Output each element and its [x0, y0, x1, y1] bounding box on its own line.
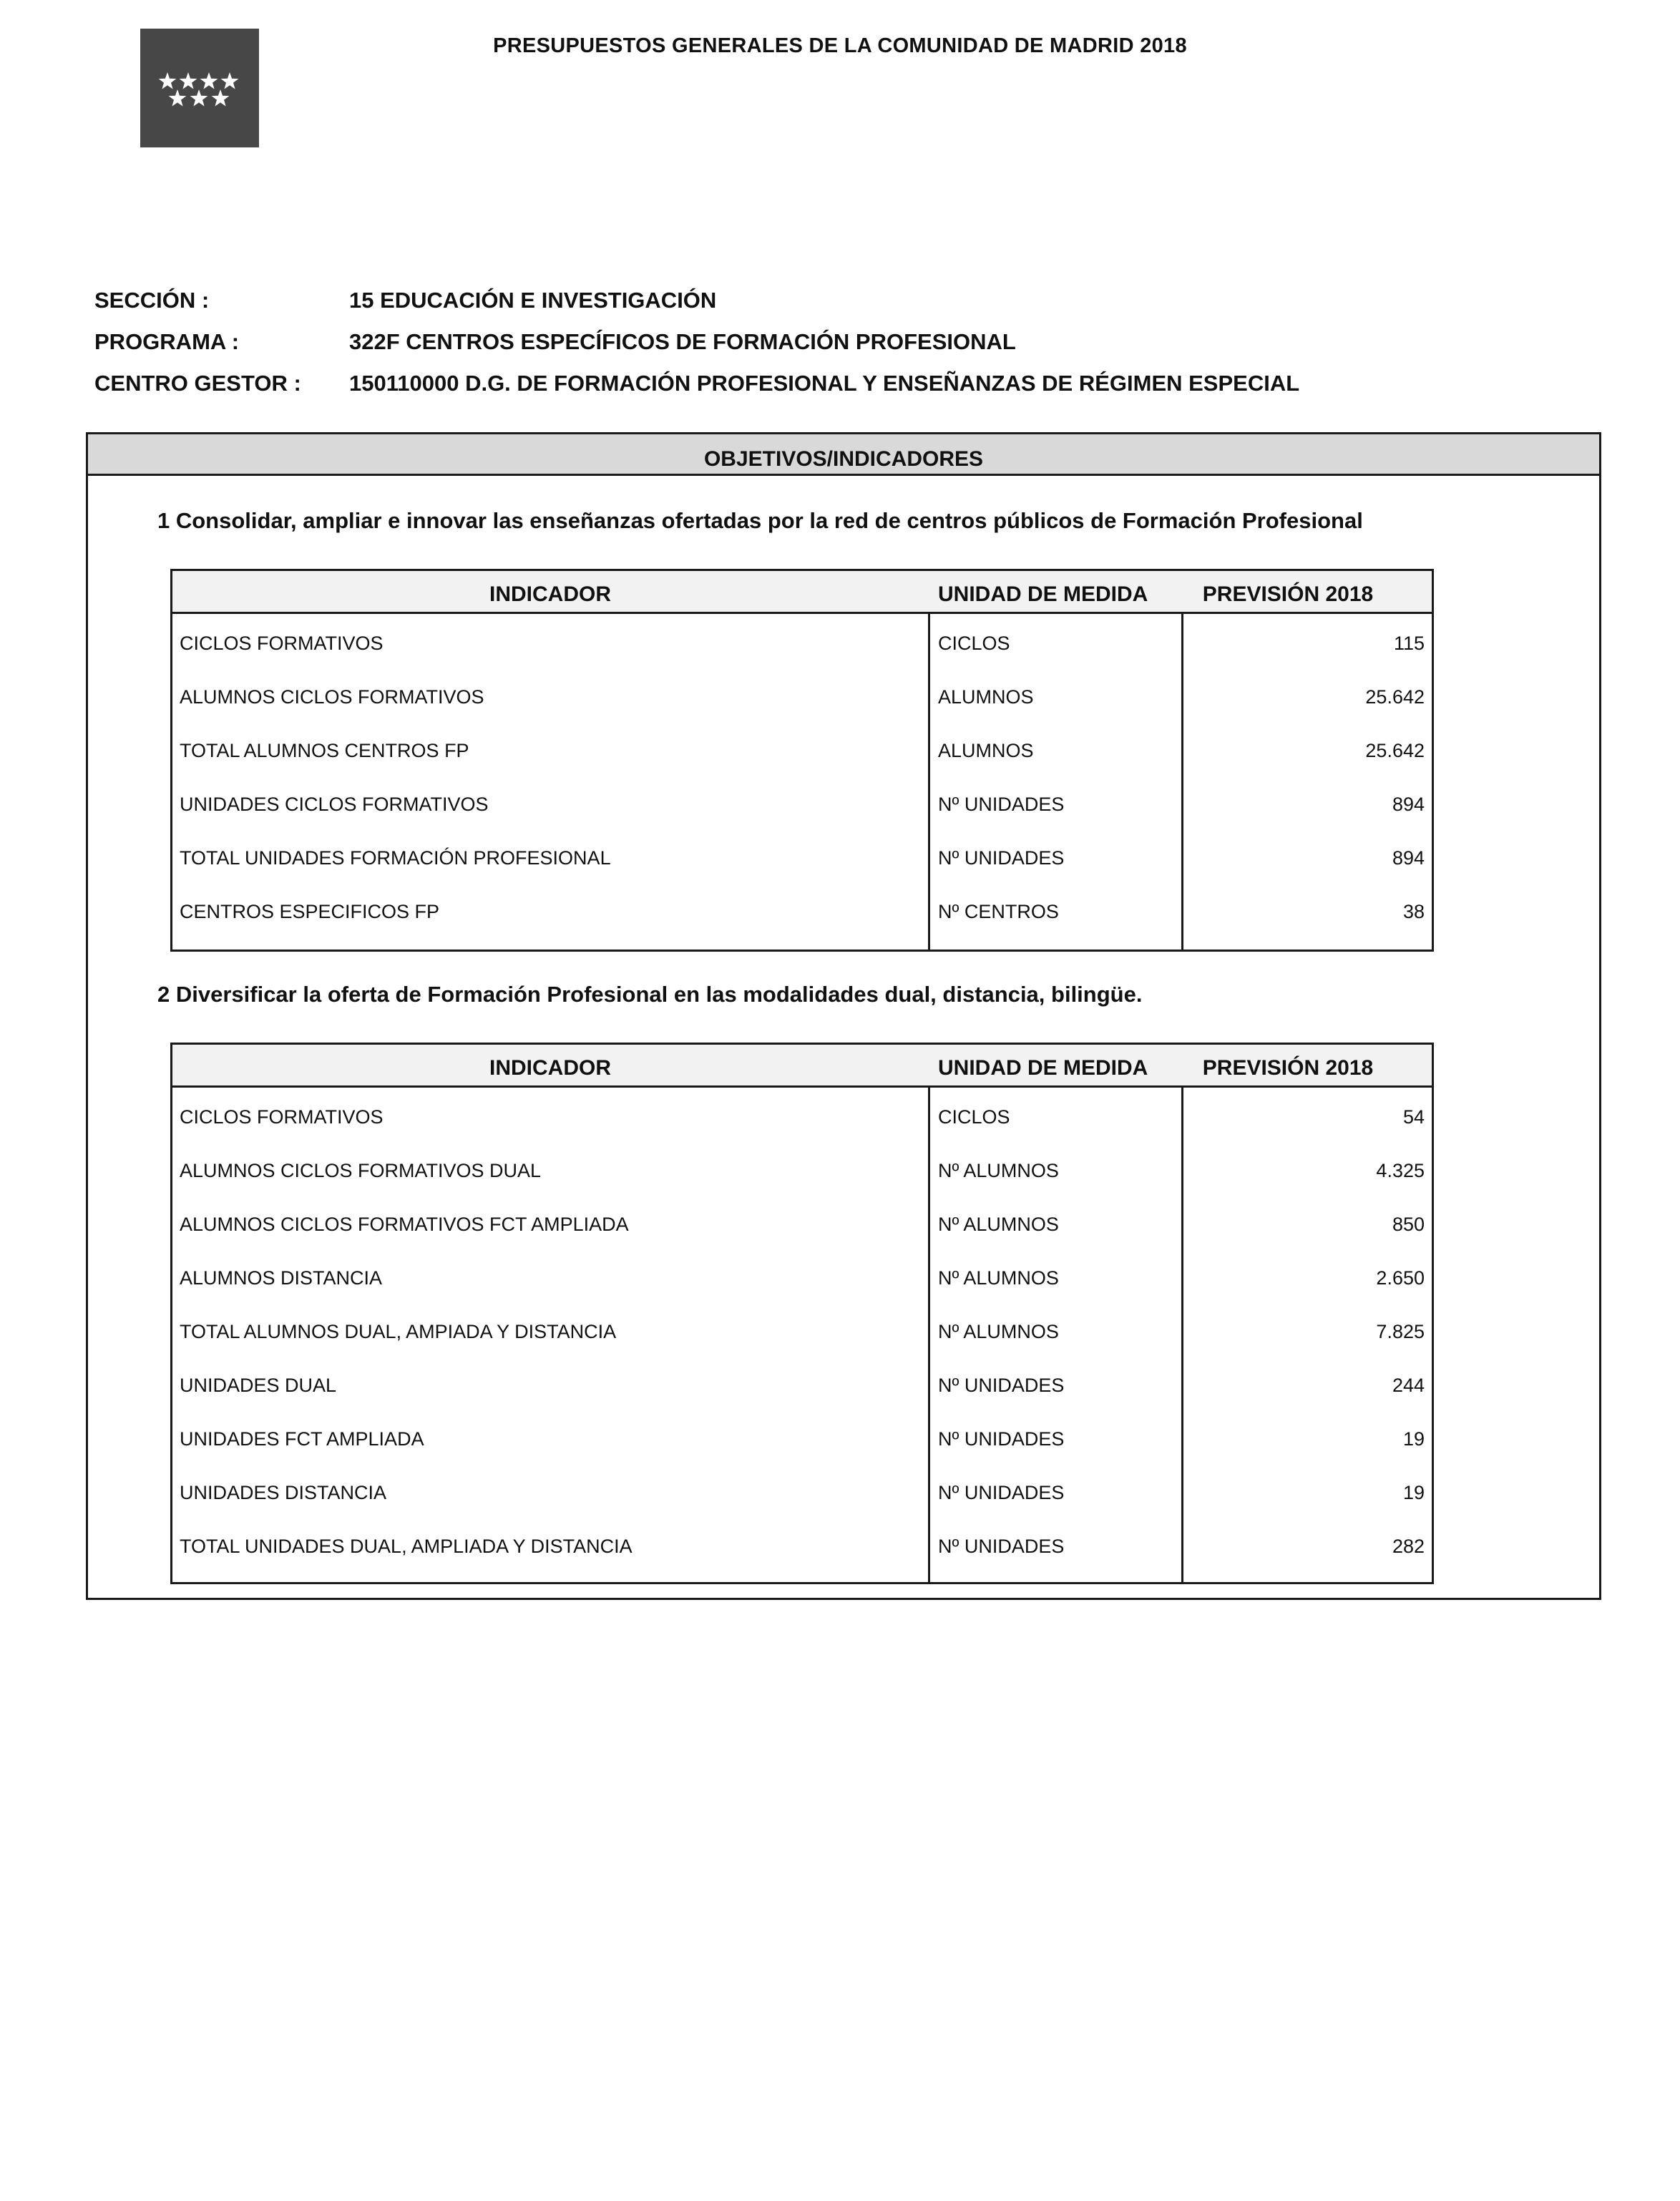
- objective-1-title: 1 Consolidar, ampliar e innovar las enseñanzas ofertadas por la red de centros públicos de Formación Profesional: [157, 508, 1363, 533]
- cell-indicador: ALUMNOS CICLOS FORMATIVOS FCT AMPLIADA: [180, 1214, 629, 1235]
- meta-label: PROGRAMA :: [94, 329, 240, 354]
- cell-prevision: 54: [1402, 1106, 1425, 1128]
- table-row: [172, 1428, 1432, 1482]
- cell-indicador: TOTAL UNIDADES DUAL, AMPLIADA Y DISTANCIA: [180, 1536, 633, 1557]
- cell-indicador: ALUMNOS CICLOS FORMATIVOS: [180, 686, 484, 708]
- cell-indicador: ALUMNOS DISTANCIA: [180, 1267, 383, 1289]
- cell-prevision: 19: [1402, 1482, 1425, 1503]
- table-row: [172, 740, 1432, 794]
- cell-indicador: CICLOS FORMATIVOS: [180, 633, 384, 654]
- cell-unidad: Nº UNIDADES: [938, 1428, 1065, 1450]
- cell-unidad: ALUMNOS: [938, 686, 1034, 708]
- cell-indicador: UNIDADES CICLOS FORMATIVOS: [180, 794, 489, 815]
- meta-label: SECCIÓN :: [94, 288, 210, 313]
- cell-unidad: CICLOS: [938, 633, 1010, 654]
- header-unidad: UNIDAD DE MEDIDA: [938, 582, 1148, 606]
- table-row: [172, 633, 1432, 686]
- meta-value: 322F CENTROS ESPECÍFICOS DE FORMACIÓN PROFESIONAL: [349, 329, 1016, 354]
- cell-prevision: 244: [1392, 1375, 1425, 1396]
- cell-indicador: TOTAL UNIDADES FORMACIÓN PROFESIONAL: [180, 847, 611, 869]
- table-row: [172, 1214, 1432, 1267]
- table-row: [172, 1536, 1432, 1589]
- cell-unidad: Nº UNIDADES: [938, 1375, 1065, 1396]
- table-header: [172, 1045, 1432, 1088]
- cell-prevision: 115: [1393, 633, 1425, 654]
- table-row: [172, 1160, 1432, 1214]
- table-row: [172, 1321, 1432, 1375]
- meta-value: 15 EDUCACIÓN E INVESTIGACIÓN: [349, 288, 717, 313]
- header-prevision: PREVISIÓN 2018: [1202, 1056, 1374, 1080]
- cell-prevision: 25.642: [1365, 740, 1425, 761]
- table-row: [172, 847, 1432, 901]
- cell-prevision: 850: [1392, 1214, 1425, 1235]
- cell-unidad: CICLOS: [938, 1106, 1010, 1128]
- cell-unidad: Nº ALUMNOS: [938, 1214, 1059, 1235]
- table-header: [172, 571, 1432, 614]
- cell-prevision: 894: [1392, 847, 1425, 869]
- cell-indicador: UNIDADES DISTANCIA: [180, 1482, 387, 1503]
- table-row: [172, 1375, 1432, 1428]
- table-row: [172, 1106, 1432, 1160]
- header-indicador: INDICADOR: [489, 1056, 611, 1080]
- objective-2-title: 2 Diversificar la oferta de Formación Profesional en las modalidades dual, distancia, bilingüe.: [157, 982, 1143, 1007]
- page-title: PRESUPUESTOS GENERALES DE LA COMUNIDAD DE MADRID 2018: [493, 34, 1187, 57]
- cell-unidad: Nº UNIDADES: [938, 1482, 1065, 1503]
- cell-indicador: UNIDADES DUAL: [180, 1375, 337, 1396]
- cell-unidad: Nº UNIDADES: [938, 1536, 1065, 1557]
- cell-prevision: 282: [1392, 1536, 1425, 1557]
- cell-unidad: Nº ALUMNOS: [938, 1321, 1059, 1342]
- meta-value: 150110000 D.G. DE FORMACIÓN PROFESIONAL Y ENSEÑANZAS DE RÉGIMEN ESPECIAL: [349, 371, 1300, 396]
- cell-prevision: 894: [1392, 794, 1425, 815]
- cell-indicador: UNIDADES FCT AMPLIADA: [180, 1428, 424, 1450]
- table-row: [172, 901, 1432, 955]
- cell-indicador: CENTROS ESPECIFICOS FP: [180, 901, 440, 922]
- cell-unidad: ALUMNOS: [938, 740, 1034, 761]
- header-prevision: PREVISIÓN 2018: [1202, 582, 1374, 606]
- indicator-table-1: [170, 569, 1434, 952]
- table-row: [172, 1267, 1432, 1321]
- table-row: [172, 1482, 1432, 1536]
- cell-indicador: TOTAL ALUMNOS CENTROS FP: [180, 740, 469, 761]
- header-unidad: UNIDAD DE MEDIDA: [938, 1056, 1148, 1080]
- table-row: [172, 686, 1432, 740]
- header-indicador: INDICADOR: [489, 582, 611, 606]
- cell-indicador: ALUMNOS CICLOS FORMATIVOS DUAL: [180, 1160, 542, 1181]
- cell-unidad: Nº CENTROS: [938, 901, 1059, 922]
- objectives-header: OBJETIVOS/INDICADORES: [88, 434, 1599, 476]
- cell-unidad: Nº ALUMNOS: [938, 1160, 1059, 1181]
- cell-prevision: 38: [1402, 901, 1425, 922]
- cell-unidad: Nº ALUMNOS: [938, 1267, 1059, 1289]
- cell-prevision: 4.325: [1376, 1160, 1425, 1181]
- cell-unidad: Nº UNIDADES: [938, 847, 1065, 869]
- cell-prevision: 2.650: [1376, 1267, 1425, 1289]
- cell-indicador: TOTAL ALUMNOS DUAL, AMPIADA Y DISTANCIA: [180, 1321, 617, 1342]
- cell-unidad: Nº UNIDADES: [938, 794, 1065, 815]
- cell-prevision: 25.642: [1365, 686, 1425, 708]
- meta-label: CENTRO GESTOR :: [94, 371, 301, 396]
- cell-prevision: 19: [1402, 1428, 1425, 1450]
- cell-indicador: CICLOS FORMATIVOS: [180, 1106, 384, 1128]
- indicator-table-2: [170, 1043, 1434, 1584]
- cell-prevision: 7.825: [1376, 1321, 1425, 1342]
- table-row: [172, 794, 1432, 847]
